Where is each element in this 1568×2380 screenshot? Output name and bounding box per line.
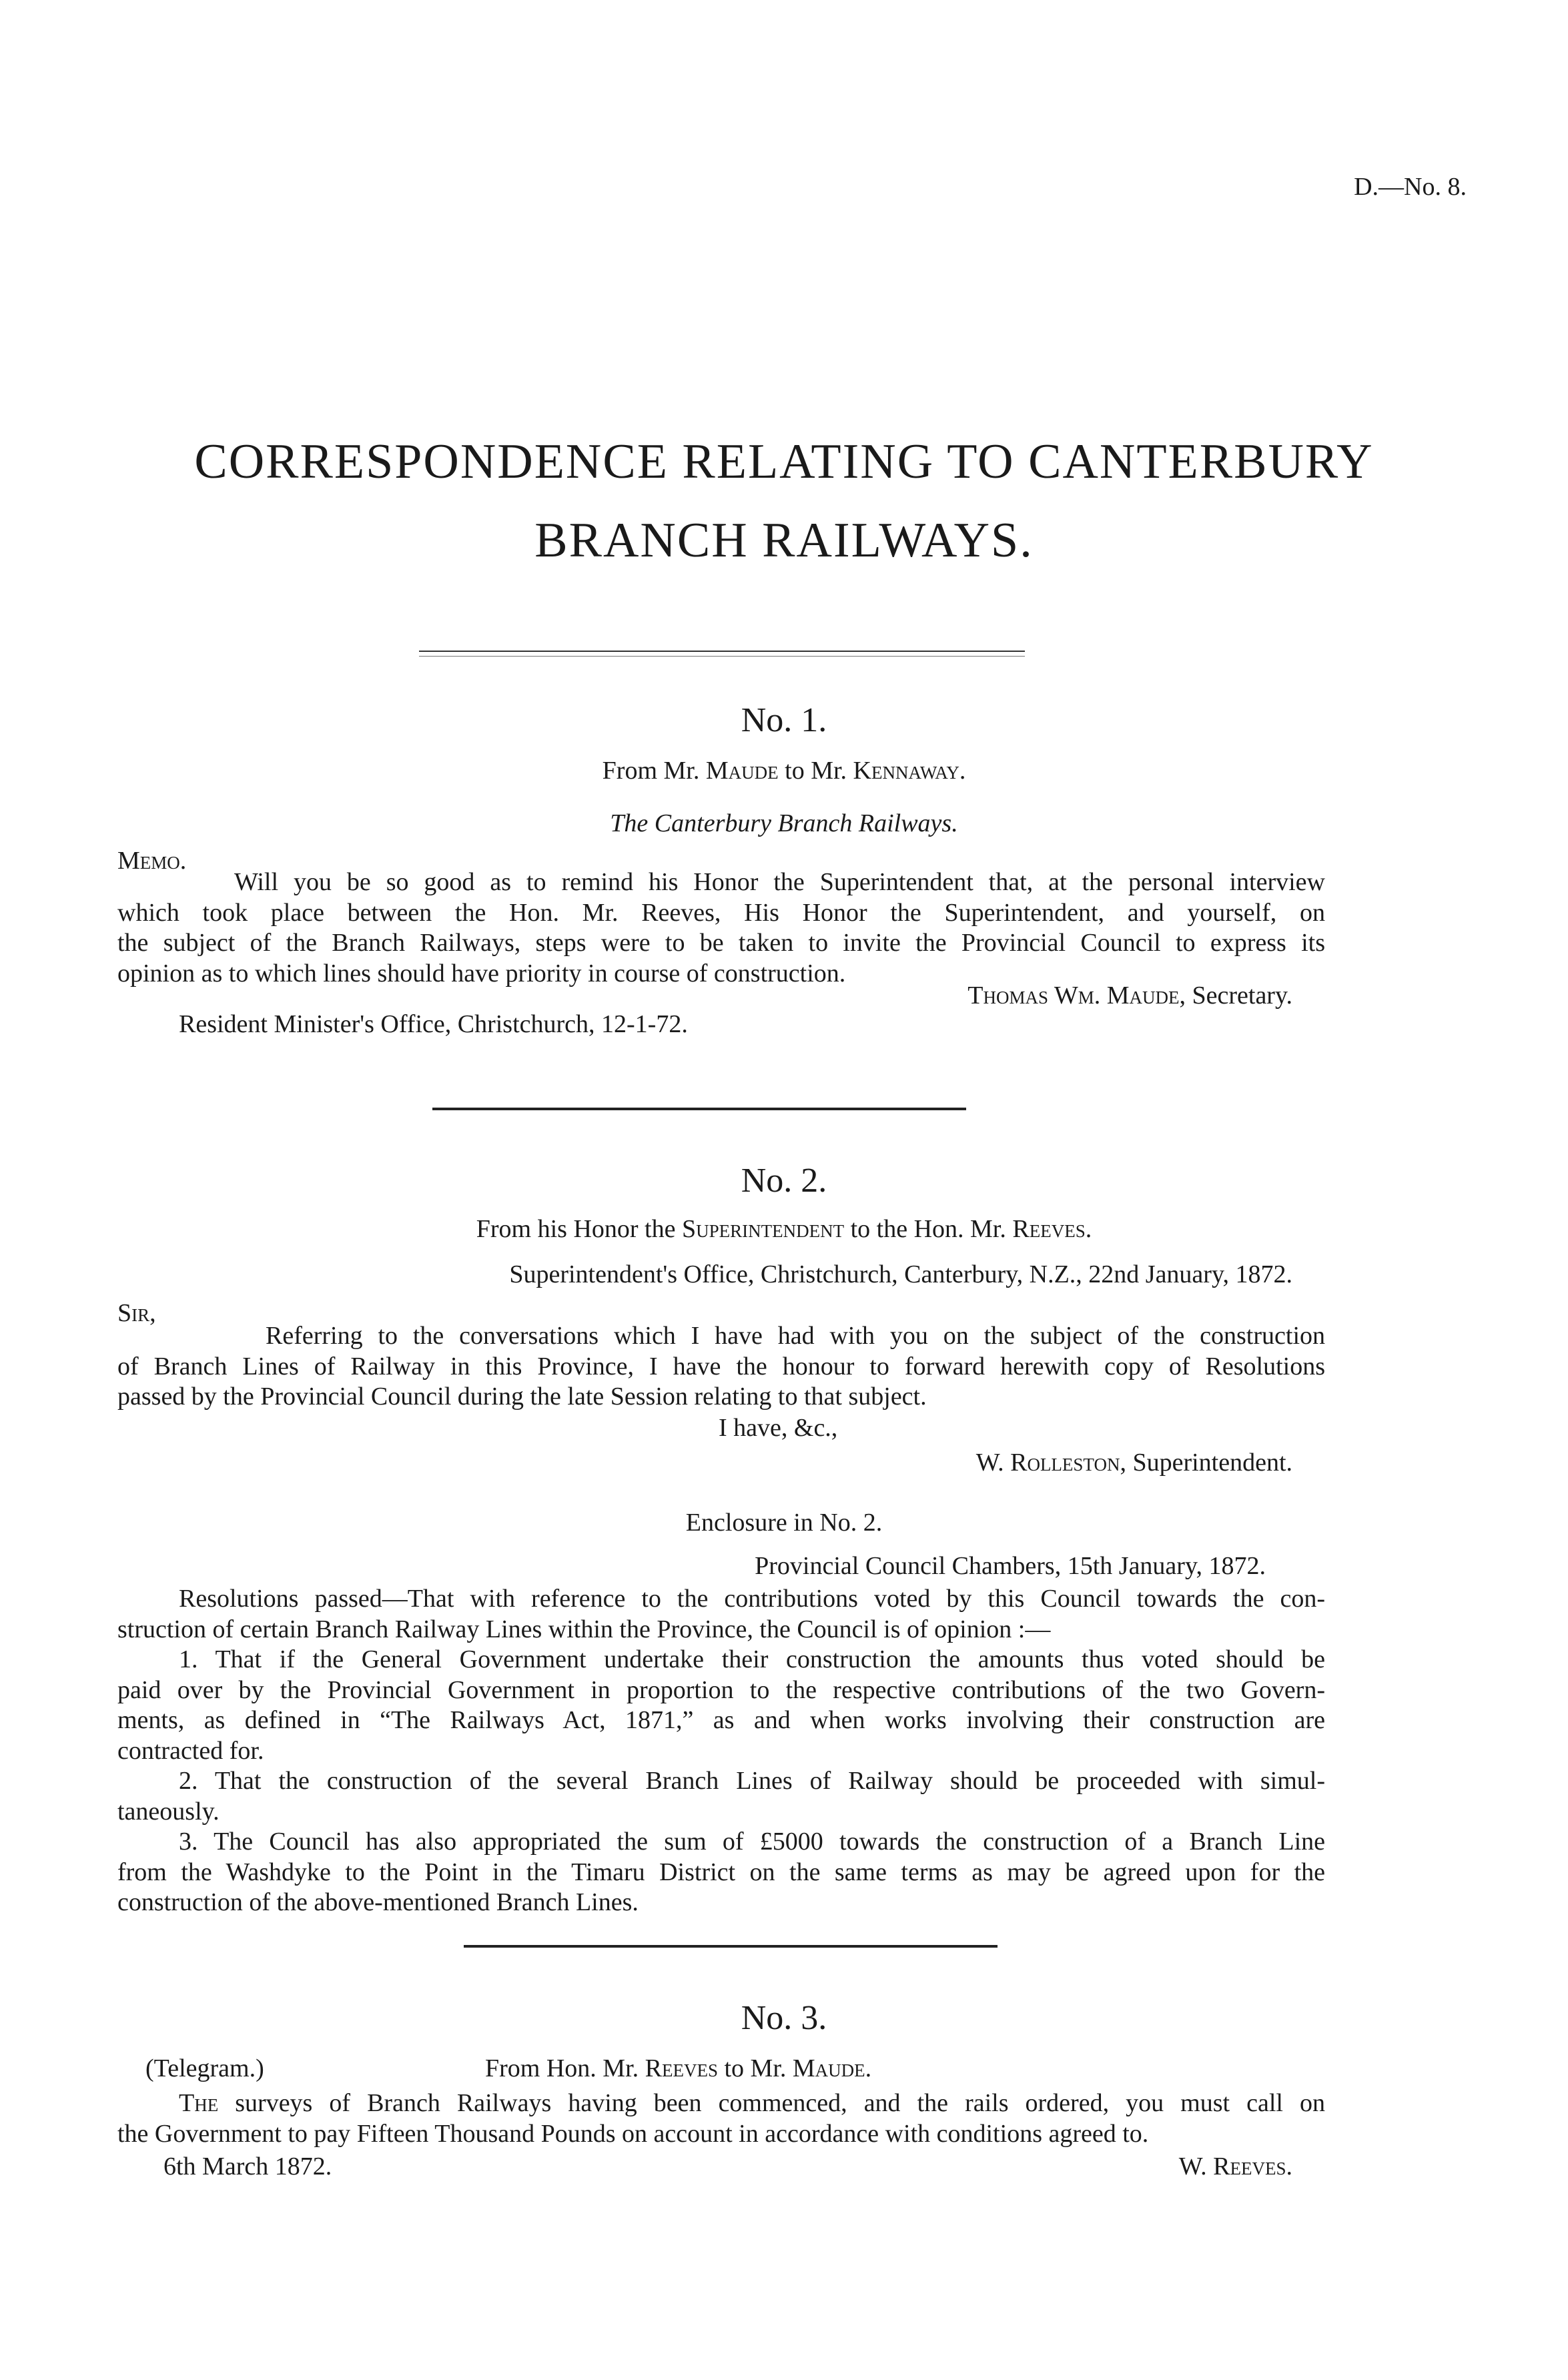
no3-body (117, 2088, 1325, 2149)
no3-from-line (485, 2054, 871, 2083)
document-reference: D.—No. 8. (1354, 173, 1467, 201)
no3-from-pre: From Hon. Mr. (485, 2054, 645, 2082)
no2-body-line-2: of Branch Lines of Railway in this Province, I have the honour to forward herewith copy of Resolutions (117, 1352, 1325, 1380)
no1-from-name: Maude (705, 757, 779, 785)
title-divider (419, 651, 1025, 652)
no2-signature-name: W. Rolleston (975, 1449, 1120, 1477)
resolution-line-5: ments, as defined in “The Railways Act, 1871,” as and when works involving their construction are (117, 1706, 1325, 1734)
page-title-line-1: CORRESPONDENCE RELATING TO CANTERBURY (194, 434, 1374, 489)
no2-from-post: . (1085, 1215, 1092, 1243)
resolution-line-1: Resolutions passed—That with reference to the contributions voted by this Council towards the con- (179, 1585, 1325, 1613)
resolution-line-8: taneously. (117, 1797, 220, 1826)
no1-body-line-1: Will you be so good as to remind his Honor the Superintendent that, at the personal interview (234, 868, 1325, 896)
no2-body-line-1: Referring to the conversations which I have had with you on the subject of the construction (266, 1322, 1325, 1350)
no1-subject: The Canterbury Branch Railways. (610, 809, 958, 837)
no3-date: 6th March 1872. (163, 2152, 332, 2180)
no1-to-name: Kennaway (853, 757, 959, 785)
no2-salutation: Sir, (117, 1299, 156, 1327)
section-divider-1 (432, 1108, 966, 1110)
resolution-line-11: construction of the above-mentioned Branch Lines. (117, 1888, 639, 1916)
no1-from-pre: From Mr. (602, 757, 706, 785)
no3-body-line-2: the Government to pay Fifteen Thousand Pounds on account in accordance with conditions agreed to. (117, 2119, 1149, 2148)
no3-body-line-1-rest: surveys of Branch Railways having been commenced, and the rails ordered, you must call on (218, 2089, 1325, 2117)
no3-from-name: Reeves (645, 2054, 718, 2082)
no1-signature-title: , Secretary. (1179, 981, 1292, 1010)
resolution-line-3: 1. That if the General Government undertake their construction the amounts thus voted should be (179, 1645, 1325, 1673)
no1-body-line-3: the subject of the Branch Railways, steps were to be taken to invite the Provincial Council to express its (117, 929, 1325, 957)
no3-body-first-word: The (179, 2089, 219, 2117)
no2-resolutions (117, 1584, 1325, 1918)
no1-body-line-2: which took place between the Hon. Mr. Reeves, His Honor the Superintendent, and yourself, on (117, 898, 1325, 927)
resolution-line-6: contracted for. (117, 1736, 264, 1765)
no1-signature (967, 981, 1292, 1010)
no3-signature-post: . (1286, 2152, 1292, 2180)
no3-from-mid: to Mr. (717, 2054, 793, 2082)
resolution-line-10: from the Washdyke to the Point in the Timaru District on the same terms as may be agreed upon for the (117, 1858, 1325, 1886)
no2-body-line-3: passed by the Provincial Council during the late Session relating to that subject. (117, 1382, 927, 1411)
no2-heading: No. 2. (741, 1162, 827, 1200)
no3-telegram-label: (Telegram.) (145, 2054, 264, 2082)
no1-from-line (0, 756, 1568, 786)
no3-signature-name: W. Reeves (1178, 2152, 1286, 2180)
no2-from-line (0, 1214, 1568, 1244)
no1-body-line-4: opinion as to which lines should have priority in course of construction. (117, 959, 846, 987)
no2-to-name: Reeves (1012, 1215, 1086, 1243)
no2-address: Superintendent's Office, Christchurch, Canterbury, N.Z., 22nd January, 1872. (509, 1260, 1292, 1288)
no1-memo-label: Memo. (117, 847, 187, 875)
page-title-line-2: BRANCH RAILWAYS. (534, 513, 1034, 568)
no3-to-name: Maude (792, 2054, 865, 2082)
no2-body (117, 1321, 1325, 1413)
no3-heading: No. 3. (741, 1999, 827, 2037)
no1-place-date: Resident Minister's Office, Christchurch, 12-1-72. (179, 1010, 688, 1038)
no2-enclosure-address: Provincial Council Chambers, 15th January, 1872. (755, 1552, 1266, 1580)
no1-heading: No. 1. (741, 701, 827, 739)
no2-from-pre: From his Honor the (476, 1215, 682, 1243)
resolution-line-7: 2. That the construction of the several Branch Lines of Railway should be proceeded with simul- (179, 1767, 1325, 1795)
no3-signature (1179, 2152, 1292, 2181)
no2-enclosure-heading: Enclosure in No. 2. (685, 1509, 883, 1537)
section-divider-2 (464, 1945, 998, 1948)
resolution-line-2: struction of certain Branch Railway Lines within the Province, the Council is of opinion :— (117, 1615, 1051, 1643)
no1-from-mid: to Mr. (778, 757, 853, 785)
resolution-line-9: 3. The Council has also appropriated the sum of £5000 towards the construction of a Branch Line (179, 1828, 1325, 1856)
no2-closing: I have, &c., (719, 1414, 838, 1442)
resolution-line-4: paid over by the Provincial Government in proportion to the respective contributions of the two Govern- (117, 1675, 1325, 1704)
no1-signature-name: Thomas Wm. Maude (967, 981, 1180, 1010)
no2-from-mid: to the Hon. Mr. (844, 1215, 1013, 1243)
no3-from-post: . (865, 2054, 872, 2082)
no2-signature (976, 1448, 1292, 1477)
no2-signature-title: , Superintendent. (1120, 1449, 1292, 1477)
no1-body (117, 867, 1325, 989)
no2-from-name: Superintendent (681, 1215, 845, 1243)
title-divider-thin (419, 656, 1025, 657)
no3-body-line-1 (117, 2088, 1325, 2119)
no1-from-post: . (959, 757, 966, 785)
